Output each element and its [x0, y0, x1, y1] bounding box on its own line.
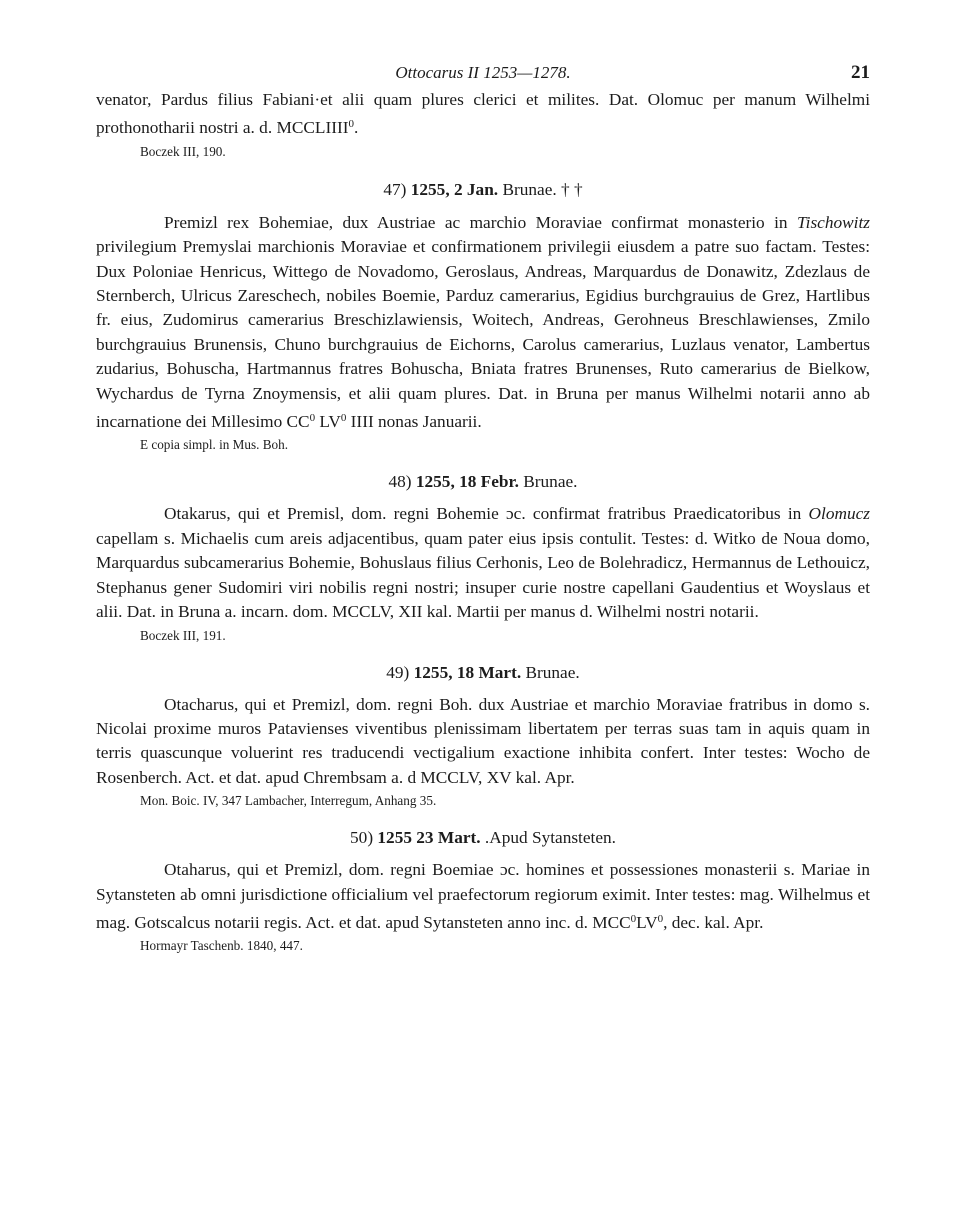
document-page — [96, 58, 870, 955]
entry-text: Otaharus, qui et Premizl, dom. regni Boemiae ɔc. homines et possessiones monasterii s. Mariae in Sytansteten ab omni jurisdictione officialium vel praefectorum regiorum eximit. Inter testes: mag. Wilhelmus et mag. Gotscalcus notarii regis. Act. et dat. apud Sytansteten anno inc. d. $MCC^0LV^0$, dec. kal. Apr. — [96, 860, 870, 932]
charter-entry — [96, 178, 870, 455]
entry-text: Premizl rex Bohemiae, dux Austriae ac marchio Moraviae confirmat monasterio in Tischowitz privilegium Premyslai marchionis Moraviae et confirmationem privilegii eiusdem a patre suo factam. Testes: Dux Poloniae Henricus, Wittego de Novadomo, Geroslaus, Andreas, Marquardus de Donawitz, Zdezlaus de Sternberch, Ulricus Zareschech, nobiles Boemie, Parduz camerarius, Egidius burchgrauius de Grez, Hartlibus fr. eius, Zudomirus camerarius Breschizlawiensis, Woitech, Andreas, Gerohneus Breschlawienses, Zmilo burchgrauius Brunensis, Chuno burchgrauius de Eichorns, Carolus camerarius, Luzlaus venator, Lambertus zudarius, Bohuscha, Hartmannus fratres Bohuscha, Bniata fratres Brunenses, Ruto camerarius de Bielkow, Wychardus de Tyrna Znoymensis, et alii quam plures. Dat. in Bruna per manus Wilhelmi notarii anno ab incarnatione dei Millesimo $CC^0$ $LV^0$ IIII nonas Januarii. — [96, 212, 870, 432]
charter-entry — [96, 470, 870, 644]
entry-heading: 50) 1255 23 Mart. .Apud Sytansteten. — [350, 828, 616, 848]
source-citation: Hormayr Taschenb. 1840, 447. — [140, 938, 303, 954]
entry-text: Otakarus, qui et Premisl, dom. regni Bohemie ɔc. confirmat fratribus Praedicatoribus in Olomucz capellam s. Michaelis cum areis adjacentibus, quam pater eius ipsis contulit. Testes: d. Witko de Noua domo, Marquardus subcamerarius Bohemie, Bohuslaus filius Cerhonis, Leo de Bolehradicz, Hermannus de Lethouicz, Stephanus gener Sudomiri viri nobilis regni nostri; insuper curie nostre capellani Gaudentius et Woyslaus et alii. Dat. in Bruna a. incarn. dom. MCCLV, XII kal. Martii per manus d. Wilhelmi nostri notarii. — [96, 504, 870, 622]
running-title: Ottocarus II 1253—1278. — [395, 63, 571, 82]
charter-entry — [96, 661, 870, 811]
entry-text: Otacharus, qui et Premizl, dom. regni Boh. dux Austriae et marchio Moraviae fratribus in domo s. Nicolai proxime muros Patavienses viventibus plenissimam libertatem per terras suas tam in aquis quam in terris quascunque voluerint res traducendi vectigalium exactione inhibita confert. Inter testes: Wocho de Rosenberch. Act. et dat. apud Chrembsam a. d MCCLV, XV kal. Apr. — [96, 694, 870, 787]
source-citation: Boczek III, 191. — [140, 627, 226, 643]
source-citation: Mon. Boic. IV, 347 Lambacher, Interregum, Anhang 35. — [140, 793, 437, 809]
source-citation: E copia simpl. in Mus. Boh. — [140, 437, 288, 453]
source-citation: Boczek III, 190. — [140, 143, 226, 159]
page-number: 21 — [851, 62, 870, 83]
charter-entry — [96, 826, 870, 955]
continuation-paragraph: venator, Pardus filius Fabiani·et alii quam plures clerici et milites. Dat. Olomuc per manum Wilhelmi prothonotharii nostri a. d. MCCLIIII$^0$. — [96, 90, 870, 138]
entry-heading: 48) 1255, 18 Febr. Brunae. — [388, 472, 578, 492]
page-header — [96, 58, 870, 88]
entry-heading: 49) 1255, 18 Mart. Brunae. — [386, 662, 580, 682]
entry-heading: 47) 1255, 2 Jan. Brunae. † † — [383, 179, 583, 199]
